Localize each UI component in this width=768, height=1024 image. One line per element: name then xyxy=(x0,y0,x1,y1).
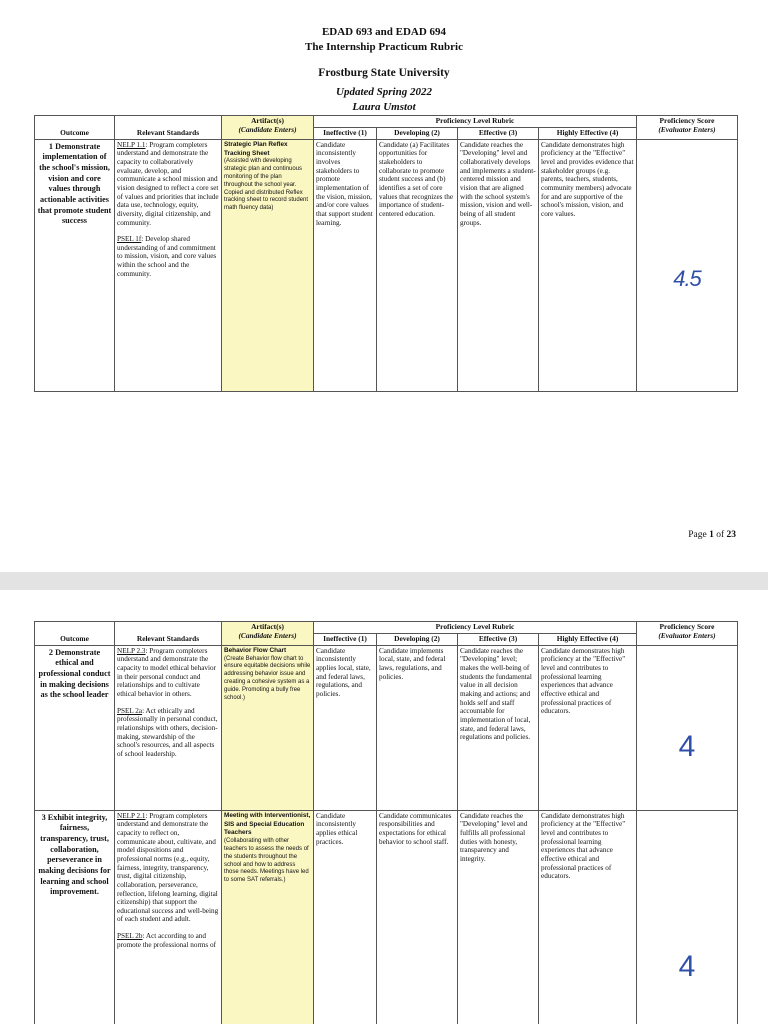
outcome-header: Outcome xyxy=(35,116,115,140)
standards-cell xyxy=(115,139,222,391)
score-header xyxy=(637,116,738,140)
effective-cell: Candidate reaches the "Developing" level and fulfills all professional duties with honesty, transparency and integrity. xyxy=(458,810,539,1024)
standard-code: NELP 2.3 xyxy=(117,646,146,655)
standard-text: : Program completers understand and demonstrate the capacity to collaboratively evaluate, develop, and communicate a school mission and vision designed to reflect a core set of values and priorities that include data use, technology, equity, diversity, digital citizenship, and community. xyxy=(117,140,219,227)
artifact-header-line1: Artifact(s) xyxy=(251,116,284,125)
score-header xyxy=(637,622,738,646)
standard-text: : Program completers understand and demonstrate the capacity to reflect on, communicate about, cultivate, and model dispositions and professional norms (e.g., equity, fairness, integrity, transparency, trust, digital citizenship, collaboration, perseverance, reflection, lifelong learning, digital citizenship) that support the educational success and well-being of each student and adult. xyxy=(117,811,219,924)
effective-cell: Candidate reaches the "Developing" level and collaboratively develops and implements a student-centered mission and vision that are aligned with the school system's mission, vision and well-being of all student groups. xyxy=(458,139,539,391)
standard-code: NELP 2.1 xyxy=(117,811,146,820)
handwritten-score: 4.5 xyxy=(673,265,701,291)
developing-header: Developing (2) xyxy=(377,633,458,645)
ineffective-header: Ineffective (1) xyxy=(314,633,377,645)
ineffective-header: Ineffective (1) xyxy=(314,127,377,139)
effective-header: Effective (3) xyxy=(458,633,539,645)
candidate-name: Laura Umstot xyxy=(352,101,416,113)
artifact-header xyxy=(222,116,314,140)
rubric-row xyxy=(35,645,738,810)
handwritten-score: 4 xyxy=(678,949,696,983)
rubric-table xyxy=(34,621,738,1024)
artifact-header-line1: Artifact(s) xyxy=(251,622,284,631)
standard-text: : Act ethically and professionally in personal conduct, relationships with others, decision- making, stewardship of the school's resources, and all aspects of school leadership. xyxy=(117,706,218,758)
rubric-row xyxy=(35,139,738,391)
ineffective-cell: Candidate inconsistently applies local, state, and federal laws, regulations, and policies. xyxy=(314,645,377,810)
artifact-header xyxy=(222,622,314,646)
developing-cell: Candidate communicates responsibilities and expectations for ethical behavior to school staff. xyxy=(377,810,458,1024)
updated-label: Updated Spring 2022 xyxy=(336,86,432,98)
outcome-cell: 3 Exhibit integrity, fairness, transparency, trust, collaboration, perseverance in making decisions for learning and school improvement. xyxy=(35,810,115,1024)
outcome-cell: 1 Demonstrate implementation of the school's mission, vision and core values through actionable activities that promote student success xyxy=(35,139,115,391)
page-gap xyxy=(0,572,768,590)
highly-effective-cell: Candidate demonstrates high proficiency at the "Effective" level and contributes to professional learning experiences that advance effective ethical and professional practices of educators. xyxy=(539,645,637,810)
standard-code: PSEL 2a xyxy=(117,706,143,715)
highly-effective-header: Highly Effective (4) xyxy=(539,633,637,645)
rubric-table xyxy=(34,115,738,392)
standard-text: : Develop shared understanding of and commitment to mission, vision, and core values within the school and the community. xyxy=(117,235,217,278)
ineffective-cell: Candidate inconsistently involves stakeholders to promote implementation of the vision, mission, and/or core values that support student learning. xyxy=(314,139,377,391)
effective-header: Effective (3) xyxy=(458,127,539,139)
outcome-cell: 2 Demonstrate ethical and professional conduct in making decisions as the school leader xyxy=(35,645,115,810)
artifact-title: Meeting with Interventionist, SIS and Special Education Teachers xyxy=(224,811,311,837)
document-title: EDAD 693 and EDAD 694 xyxy=(321,26,447,38)
developing-cell: Candidate (a) Facilitates opportunities for stakeholders to collaborate to promote student success and (b) identifies a set of core values that recognizes the importance of student-centered education. xyxy=(377,139,458,391)
standards-cell xyxy=(115,810,222,1024)
artifact-cell xyxy=(222,810,314,1024)
university-name: Frostburg State University xyxy=(318,67,450,79)
score-cell xyxy=(637,139,738,391)
developing-header: Developing (2) xyxy=(377,127,458,139)
effective-cell: Candidate reaches the "Developing" level; makes the well-being of students the fundamental value in all decision making and actions; and holds self and staff accountable for implementation of local, state, and federal laws, regulations and policies. xyxy=(458,645,539,810)
artifact-cell xyxy=(222,645,314,810)
artifact-title: Strategic Plan Reflex Tracking Sheet xyxy=(224,140,288,157)
artifact-cell xyxy=(222,139,314,391)
score-cell xyxy=(637,645,738,810)
highly-effective-cell: Candidate demonstrates high proficiency at the "Effective" level and contributes to professional learning experiences that advance effective ethical and professional practices of educators. xyxy=(539,810,637,1024)
handwritten-score: 4 xyxy=(678,730,696,764)
artifact-header-line2: (Candidate Enters) xyxy=(238,630,297,640)
standard-text: : Program completers understand and demonstrate the capacity to model ethical behavior in their personal conduct and relationships and to cultivate ethical behavior in others. xyxy=(117,646,216,698)
standard-code: PSEL 2b xyxy=(117,932,143,941)
standards-header: Relevant Standards xyxy=(115,116,222,140)
page-number: Page 1 of 23 xyxy=(688,530,736,540)
standard-code: NELP 1.1 xyxy=(117,140,146,149)
score-header-line2: (Evaluator Enters) xyxy=(658,124,716,134)
highly-effective-header: Highly Effective (4) xyxy=(539,127,637,139)
document-subtitle: The Internship Practicum Rubric xyxy=(305,41,463,53)
score-header-line1: Proficiency Score xyxy=(659,116,715,125)
standard-text: : Act according to and promote the professional norms of xyxy=(117,932,217,949)
artifact-description: (Assisted with developing strategic plan and continuous monitoring of the plan throughout the school year. Copied and distributed Reflex tracking sheet to record student math fluency data) xyxy=(224,158,309,212)
standards-cell xyxy=(115,645,222,810)
score-cell xyxy=(637,810,738,1024)
outcome-header: Outcome xyxy=(35,622,115,646)
rubric-row xyxy=(35,810,738,1024)
standard-code: PSEL 1f xyxy=(117,235,142,244)
score-header-line2: (Evaluator Enters) xyxy=(658,630,716,640)
rubric-page-2 xyxy=(0,590,768,1024)
score-header-line1: Proficiency Score xyxy=(659,622,715,631)
ineffective-cell: Candidate inconsistently applies ethical practices. xyxy=(314,810,377,1024)
proficiency-header: Proficiency Level Rubric xyxy=(314,622,637,634)
artifact-header-line2: (Candidate Enters) xyxy=(238,124,297,134)
proficiency-header: Proficiency Level Rubric xyxy=(314,116,637,128)
artifact-title: Behavior Flow Chart xyxy=(224,646,287,654)
artifact-description: (Create Behavior flow chart to ensure equitable decisions while addressing behavior issue and creating a cohesive system as a guide. Promoting a bully free school.) xyxy=(224,655,311,701)
artifact-description: (Collaborating with other teachers to assess the needs of the students throughout the school and how to address those needs. Meetings have led to some SAT referrals.) xyxy=(224,838,309,884)
standards-header: Relevant Standards xyxy=(115,622,222,646)
highly-effective-cell: Candidate demonstrates high proficiency at the "Effective" level and provides evidence that stakeholder groups (e.g. parents, teachers, students, community members) advocate for and are supportive of the school's mission, vision, and core values. xyxy=(539,139,637,391)
developing-cell: Candidate implements local, state, and federal laws, regulations, and policies. xyxy=(377,645,458,810)
